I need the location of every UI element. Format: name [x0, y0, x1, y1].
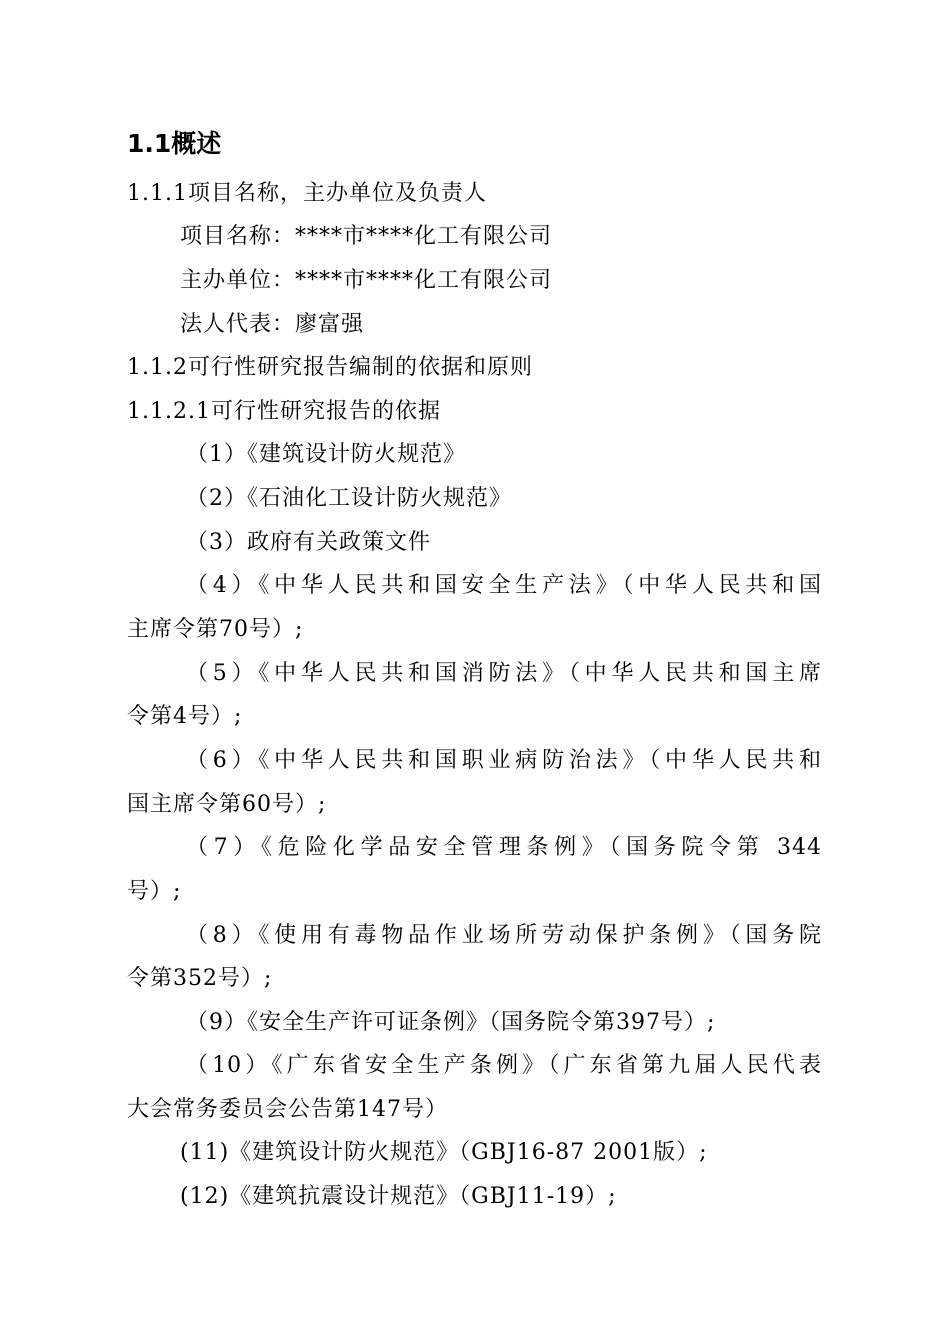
basis-item-continuation: 令第352号）;: [127, 966, 273, 991]
basis-item: (11)《建筑设计防火规范》（GBJ16-87 2001版）;: [180, 1140, 708, 1165]
basis-item-continuation: 国主席令第60号）;: [127, 792, 327, 817]
basis-item: （1）《建筑设计防火规范》: [186, 442, 466, 467]
basis-item: （8）《使用有毒物品作业场所劳动保护条例》（国务院: [186, 923, 822, 948]
legal-rep-line: 法人代表：廖富强: [180, 312, 365, 337]
basis-item: （5）《中华人民共和国消防法》（中华人民共和国主席: [186, 661, 822, 686]
basis-item: （3）政府有关政策文件: [186, 530, 431, 555]
basis-item: （4）《中华人民共和国安全生产法》（中华人民共和国: [186, 573, 822, 598]
subsection-heading-1-1-2-1: 1.1.2.1可行性研究报告的依据: [127, 399, 441, 424]
basis-item: （7）《危险化学品安全管理条例》（国务院令第 344: [186, 835, 822, 860]
basis-item: （9）《安全生产许可证条例》（国务院令第397号）;: [186, 1010, 716, 1035]
host-unit-line: 主办单位：****市****化工有限公司: [180, 268, 553, 293]
basis-item: (12)《建筑抗震设计规范》（GBJ11-19）;: [180, 1184, 617, 1209]
subsection-heading-1-1-2: 1.1.2可行性研究报告编制的依据和原则: [127, 355, 533, 380]
subsection-heading-1-1-1: 1.1.1项目名称，主办单位及负责人: [127, 181, 487, 206]
project-name-line: 项目名称：****市****化工有限公司: [180, 224, 553, 249]
basis-item-continuation: 主席令第70号）;: [127, 617, 304, 642]
section-title: 1.1概述: [127, 129, 222, 158]
basis-item-continuation: 令第4号）;: [127, 704, 243, 729]
basis-item-continuation: 大会常务委员会公告第147号）: [127, 1097, 448, 1122]
basis-item: （10）《广东省安全生产条例》（广东省第九届人民代表: [186, 1053, 822, 1078]
basis-item: （2）《石油化工设计防火规范》: [186, 486, 512, 511]
basis-item-continuation: 号）;: [127, 879, 182, 904]
basis-item: （6）《中华人民共和国职业病防治法》（中华人民共和: [186, 748, 822, 773]
